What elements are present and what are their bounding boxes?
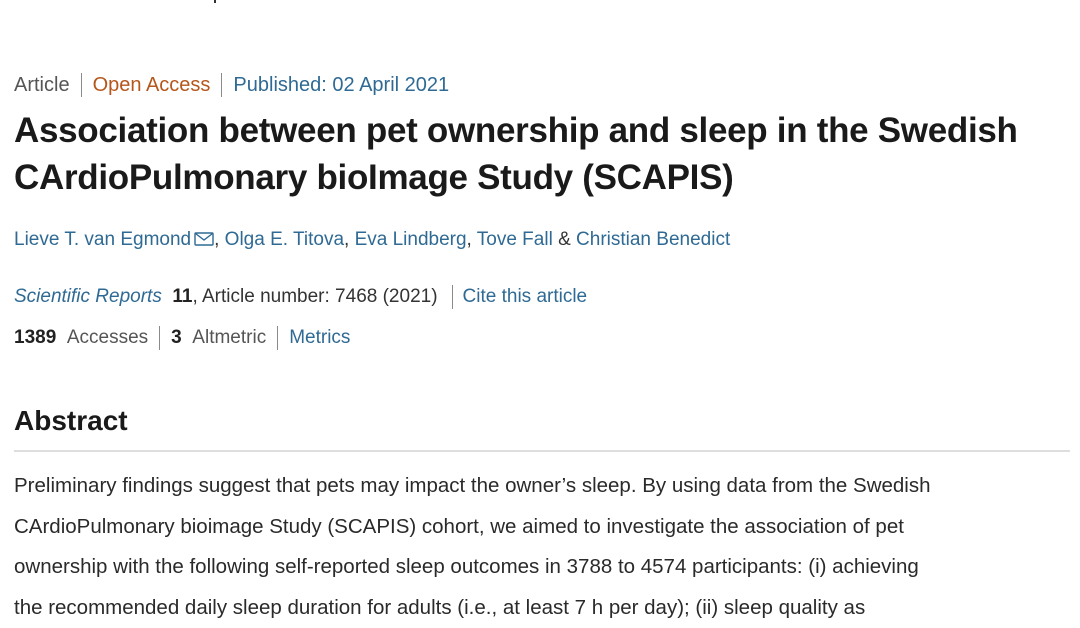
cite-this-article-link[interactable]: Cite this article xyxy=(462,286,588,307)
metrics-divider xyxy=(277,326,278,350)
journal-volume: 11 xyxy=(172,286,193,307)
article-type: Article xyxy=(14,73,70,96)
author-link[interactable]: Christian Benedict xyxy=(576,229,731,250)
abstract-text xyxy=(14,466,1070,628)
accesses-count: 1389 xyxy=(14,327,57,348)
author-list xyxy=(14,226,730,254)
article-meta xyxy=(14,70,449,99)
abstract-line: Preliminary findings suggest that pets may impact the owner’s sleep. By using data from the Swedish xyxy=(14,474,931,497)
abstract-line: ownership with the following self-reported sleep outcomes in 3788 to 4574 participants: (i) achieving xyxy=(14,555,919,578)
article-title: Association between pet ownership and sleep in the Swedish CArdioPulmonary bioImage Study (SCAPIS) xyxy=(14,111,1018,197)
abstract-divider xyxy=(14,450,1070,452)
journal-link[interactable]: Scientific Reports xyxy=(14,286,162,307)
envelope-icon[interactable] xyxy=(194,227,214,241)
citation-info xyxy=(14,283,587,311)
article-number: , Article number: 7468 (2021) xyxy=(192,286,438,307)
author-link[interactable]: Tove Fall xyxy=(476,229,553,250)
metrics-divider xyxy=(159,326,160,350)
altmetric-count: 3 xyxy=(171,327,182,348)
abstract-line: CArdioPulmonary bioimage Study (SCAPIS) cohort, we aimed to investigate the association of pet xyxy=(14,514,904,538)
author-link[interactable]: Lieve T. van Egmond xyxy=(14,229,192,250)
meta-divider xyxy=(221,73,222,97)
article-metrics xyxy=(14,324,350,352)
author-link[interactable]: Eva Lindberg xyxy=(354,229,467,250)
author-separator: & xyxy=(552,229,577,250)
meta-divider xyxy=(81,73,82,97)
author-separator: , xyxy=(344,229,355,250)
abstract-line: the recommended daily sleep duration for adults (i.e., at least 7 h per day); (ii) sleep quality as xyxy=(14,595,866,619)
author-separator: , xyxy=(214,229,225,250)
author-separator: , xyxy=(466,229,477,250)
open-access-badge: Open Access xyxy=(92,73,211,96)
published-date: Published: 02 April 2021 xyxy=(233,73,450,96)
citation-divider xyxy=(452,285,453,309)
author-link[interactable]: Olga E. Titova xyxy=(224,229,345,250)
metrics-link[interactable]: Metrics xyxy=(289,327,351,348)
abstract-heading: Abstract xyxy=(14,405,128,436)
accesses-label: Accesses xyxy=(66,327,149,348)
altmetric-label: Altmetric xyxy=(192,327,267,348)
top-edge-mark xyxy=(214,0,216,3)
